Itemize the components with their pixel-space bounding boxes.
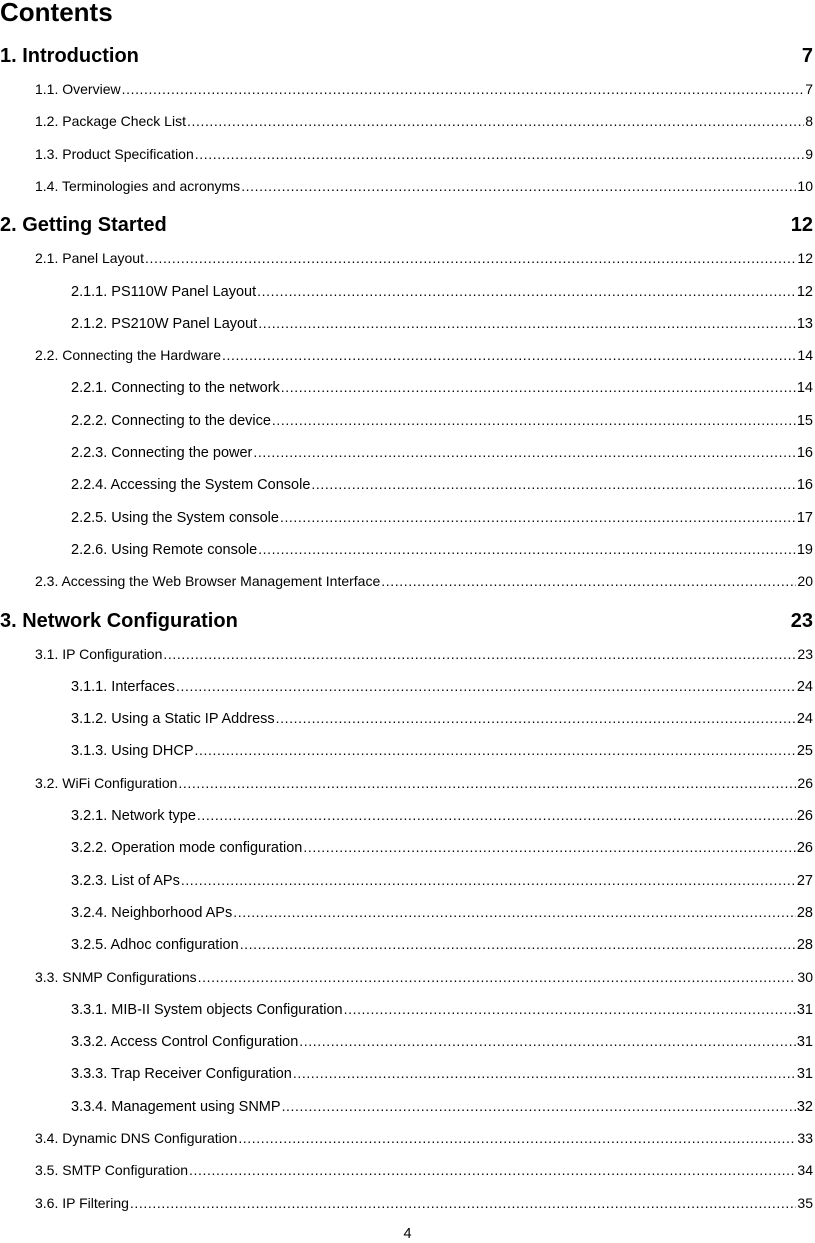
toc-dot-leader xyxy=(280,509,796,525)
toc-entry-title: 2.2.5. Using the System console xyxy=(71,509,279,526)
toc-entry-page: 35 xyxy=(797,1194,813,1211)
toc-dot-leader xyxy=(240,936,796,952)
toc-entry[interactable] xyxy=(71,476,813,494)
toc-entry-title: 1.1. Overview xyxy=(35,81,121,97)
toc-entry-page: 31 xyxy=(796,1001,813,1018)
toc-dot-leader xyxy=(241,178,796,194)
toc-entry-page: 27 xyxy=(796,872,813,889)
toc-dot-leader xyxy=(197,807,796,823)
toc-entry-page: 28 xyxy=(796,904,813,921)
toc-entry-page: 16 xyxy=(796,445,813,461)
toc-entry-title: 1.2. Package Check List xyxy=(35,113,186,130)
toc-entry-title: 1.3. Product Specification xyxy=(35,145,194,162)
toc-entry-title: 3.2.4. Neighborhood APs xyxy=(71,904,233,921)
toc-entry[interactable] xyxy=(71,444,813,462)
toc-dot-leader xyxy=(311,476,795,492)
toc-entry-page: 10 xyxy=(797,177,813,194)
toc-entry-title: 2.1.1. PS110W Panel Layout xyxy=(71,283,257,300)
toc-entry-title: 3.3.4. Management using SNMP xyxy=(71,1098,281,1115)
toc-entry[interactable] xyxy=(71,807,813,825)
toc-entry[interactable] xyxy=(71,315,813,333)
toc-entry-title: 2.2.6. Using Remote console xyxy=(71,541,258,558)
toc-entry-page: 23 xyxy=(797,645,813,662)
toc-entry[interactable] xyxy=(71,1001,813,1019)
toc-dot-leader xyxy=(299,1033,796,1049)
toc-entry-page: 28 xyxy=(796,937,813,954)
toc-dot-leader xyxy=(258,315,796,331)
toc-entry-title: 2.2.2. Connecting to the device xyxy=(71,412,271,429)
toc-entry[interactable] xyxy=(71,1033,813,1051)
toc-dot-leader xyxy=(253,444,795,460)
toc-entry[interactable] xyxy=(71,541,813,559)
toc-entry-title: 3.1.1. Interfaces xyxy=(71,678,175,695)
toc-entry[interactable] xyxy=(71,742,813,760)
toc-dot-leader xyxy=(282,1098,796,1114)
toc-entry[interactable] xyxy=(35,1162,813,1180)
toc-entry-title: 3.4. Dynamic DNS Configuration xyxy=(35,1130,238,1146)
toc-entry[interactable] xyxy=(35,646,813,664)
toc-dot-leader xyxy=(238,1130,796,1146)
toc-entry-title: 2.2.3. Connecting the power xyxy=(71,445,253,461)
toc-entry-page: 26 xyxy=(796,808,813,824)
page-title: Contents xyxy=(0,0,113,27)
toc-entry-page: 33 xyxy=(797,1130,813,1146)
toc-entry-page: 13 xyxy=(796,315,813,332)
toc-entry-page: 20 xyxy=(797,573,813,590)
toc-entry[interactable] xyxy=(35,146,813,164)
toc-entry-page: 26 xyxy=(796,840,813,857)
toc-entry-title: 3.3.3. Trap Receiver Configuration xyxy=(71,1066,292,1083)
toc-entry-title: 3.3. SNMP Configurations xyxy=(35,968,197,985)
toc-chapter[interactable] xyxy=(0,45,813,71)
toc-entry[interactable] xyxy=(71,412,813,430)
toc-entry[interactable] xyxy=(71,678,813,696)
toc-entry-page: 19 xyxy=(796,541,813,558)
toc-entry[interactable] xyxy=(35,178,813,196)
toc-entry[interactable] xyxy=(71,936,813,954)
toc-dot-leader xyxy=(195,146,804,162)
toc-entry[interactable] xyxy=(35,775,813,793)
toc-entry-title: 2.1.2. PS210W Panel Layout xyxy=(71,315,258,332)
toc-entry-page: 30 xyxy=(797,968,813,985)
toc-dot-leader xyxy=(281,379,796,395)
toc-entry-title: 3.3.1. MIB-II System objects Configuration xyxy=(71,1001,343,1018)
toc-entry[interactable] xyxy=(71,839,813,857)
toc-dot-leader xyxy=(176,678,796,694)
toc-dot-leader xyxy=(222,347,796,363)
toc-entry-title: 2.3. Accessing the Web Browser Management Interface xyxy=(35,573,381,590)
toc-entry-title: 3.6. IP Filtering xyxy=(35,1194,129,1211)
toc-entry[interactable] xyxy=(35,113,813,131)
toc-entry-page: 15 xyxy=(796,412,813,429)
toc-entry-page: 31 xyxy=(796,1066,813,1083)
toc-entry-page: 9 xyxy=(805,145,813,162)
toc-entry-page: 24 xyxy=(796,711,813,728)
toc-dot-leader xyxy=(381,573,796,589)
toc-entry-title: 2.1. Panel Layout xyxy=(35,250,144,267)
toc-dot-leader xyxy=(178,775,796,791)
toc-entry[interactable] xyxy=(71,1098,813,1116)
toc-entry[interactable] xyxy=(35,573,813,591)
toc-entry-title: 3. Network Configuration xyxy=(0,609,238,632)
toc-entry-title: 3.2.5. Adhoc configuration xyxy=(71,937,239,954)
toc-entry[interactable] xyxy=(71,283,813,301)
toc-entry-title: 1. Introduction xyxy=(0,45,139,67)
toc-entry-page: 25 xyxy=(796,743,813,760)
toc-entry[interactable] xyxy=(71,872,813,890)
toc-entry-page: 24 xyxy=(796,678,813,695)
toc-entry[interactable] xyxy=(71,710,813,728)
toc-entry-title: 3.2.2. Operation mode configuration xyxy=(71,840,303,857)
toc-entry-page: 34 xyxy=(797,1162,813,1179)
toc-entry-page: 32 xyxy=(796,1098,813,1115)
toc-entry-title: 3.2.3. List of APs xyxy=(71,872,180,889)
toc-entry-title: 3.5. SMTP Configuration xyxy=(35,1162,189,1179)
toc-dot-leader xyxy=(233,904,796,920)
toc-dot-leader xyxy=(145,250,796,266)
toc-entry-title: 2.2.4. Accessing the System Console xyxy=(71,477,311,494)
toc-entry[interactable] xyxy=(35,1195,813,1213)
toc-entry[interactable] xyxy=(71,1065,813,1083)
toc-chapter[interactable] xyxy=(0,214,813,240)
toc-entry-title: 2. Getting Started xyxy=(0,214,167,237)
toc-dot-leader xyxy=(257,283,796,299)
toc-dot-leader xyxy=(303,839,796,855)
toc-entry-title: 3.1.3. Using DHCP xyxy=(71,743,194,760)
toc-dot-leader xyxy=(130,1195,797,1211)
toc-entry[interactable] xyxy=(35,250,813,268)
toc-dot-leader xyxy=(293,1065,796,1081)
toc-dot-leader xyxy=(344,1001,796,1017)
toc-entry-title: 3.3.2. Access Control Configuration xyxy=(71,1034,299,1051)
toc-entry[interactable] xyxy=(35,1130,813,1148)
toc-entry[interactable] xyxy=(71,509,813,527)
toc-dot-leader xyxy=(189,1162,796,1178)
toc-entry[interactable] xyxy=(71,379,813,397)
toc-entry-page: 14 xyxy=(796,380,813,397)
toc-entry-title: 3.1.2. Using a Static IP Address xyxy=(71,711,275,728)
toc-dot-leader xyxy=(187,113,804,129)
toc-entry-page: 12 xyxy=(790,214,813,237)
toc-entry-page: 16 xyxy=(796,477,813,494)
toc-chapter[interactable] xyxy=(0,610,813,636)
toc-entry-title: 2.2. Connecting the Hardware xyxy=(35,347,221,364)
toc-entry[interactable] xyxy=(35,969,813,987)
toc-entry[interactable] xyxy=(71,904,813,922)
toc-dot-leader xyxy=(258,541,796,557)
toc-dot-leader xyxy=(272,412,796,428)
toc-entry-title: 1.4. Terminologies and acronyms xyxy=(35,177,241,194)
toc-entry-page: 12 xyxy=(797,250,813,267)
toc-entry[interactable] xyxy=(35,81,813,99)
toc-entry-title: 3.1. IP Configuration xyxy=(35,645,163,662)
toc-entry-page: 12 xyxy=(796,283,813,300)
toc-dot-leader xyxy=(198,969,797,985)
toc-entry-page: 14 xyxy=(797,347,813,364)
toc-entry-page: 8 xyxy=(805,113,813,130)
toc-dot-leader xyxy=(181,872,796,888)
toc-dot-leader xyxy=(276,710,796,726)
toc-entry-title: 3.2.1. Network type xyxy=(71,808,196,824)
toc-entry-page: 23 xyxy=(790,609,813,632)
toc-entry-page: 7 xyxy=(801,45,813,67)
toc-entry-page: 31 xyxy=(796,1034,813,1051)
toc-entry-title: 2.2.1. Connecting to the network xyxy=(71,380,280,397)
toc-dot-leader xyxy=(163,646,796,662)
toc-entry-page: 7 xyxy=(805,81,813,97)
toc-entry-title: 3.2. WiFi Configuration xyxy=(35,774,178,791)
toc-dot-leader xyxy=(195,742,796,758)
toc-entry-page: 26 xyxy=(797,774,813,791)
toc-entry[interactable] xyxy=(35,347,813,365)
toc-dot-leader xyxy=(122,81,805,97)
page-number: 4 xyxy=(403,1226,412,1242)
toc-entry-page: 17 xyxy=(796,509,813,526)
